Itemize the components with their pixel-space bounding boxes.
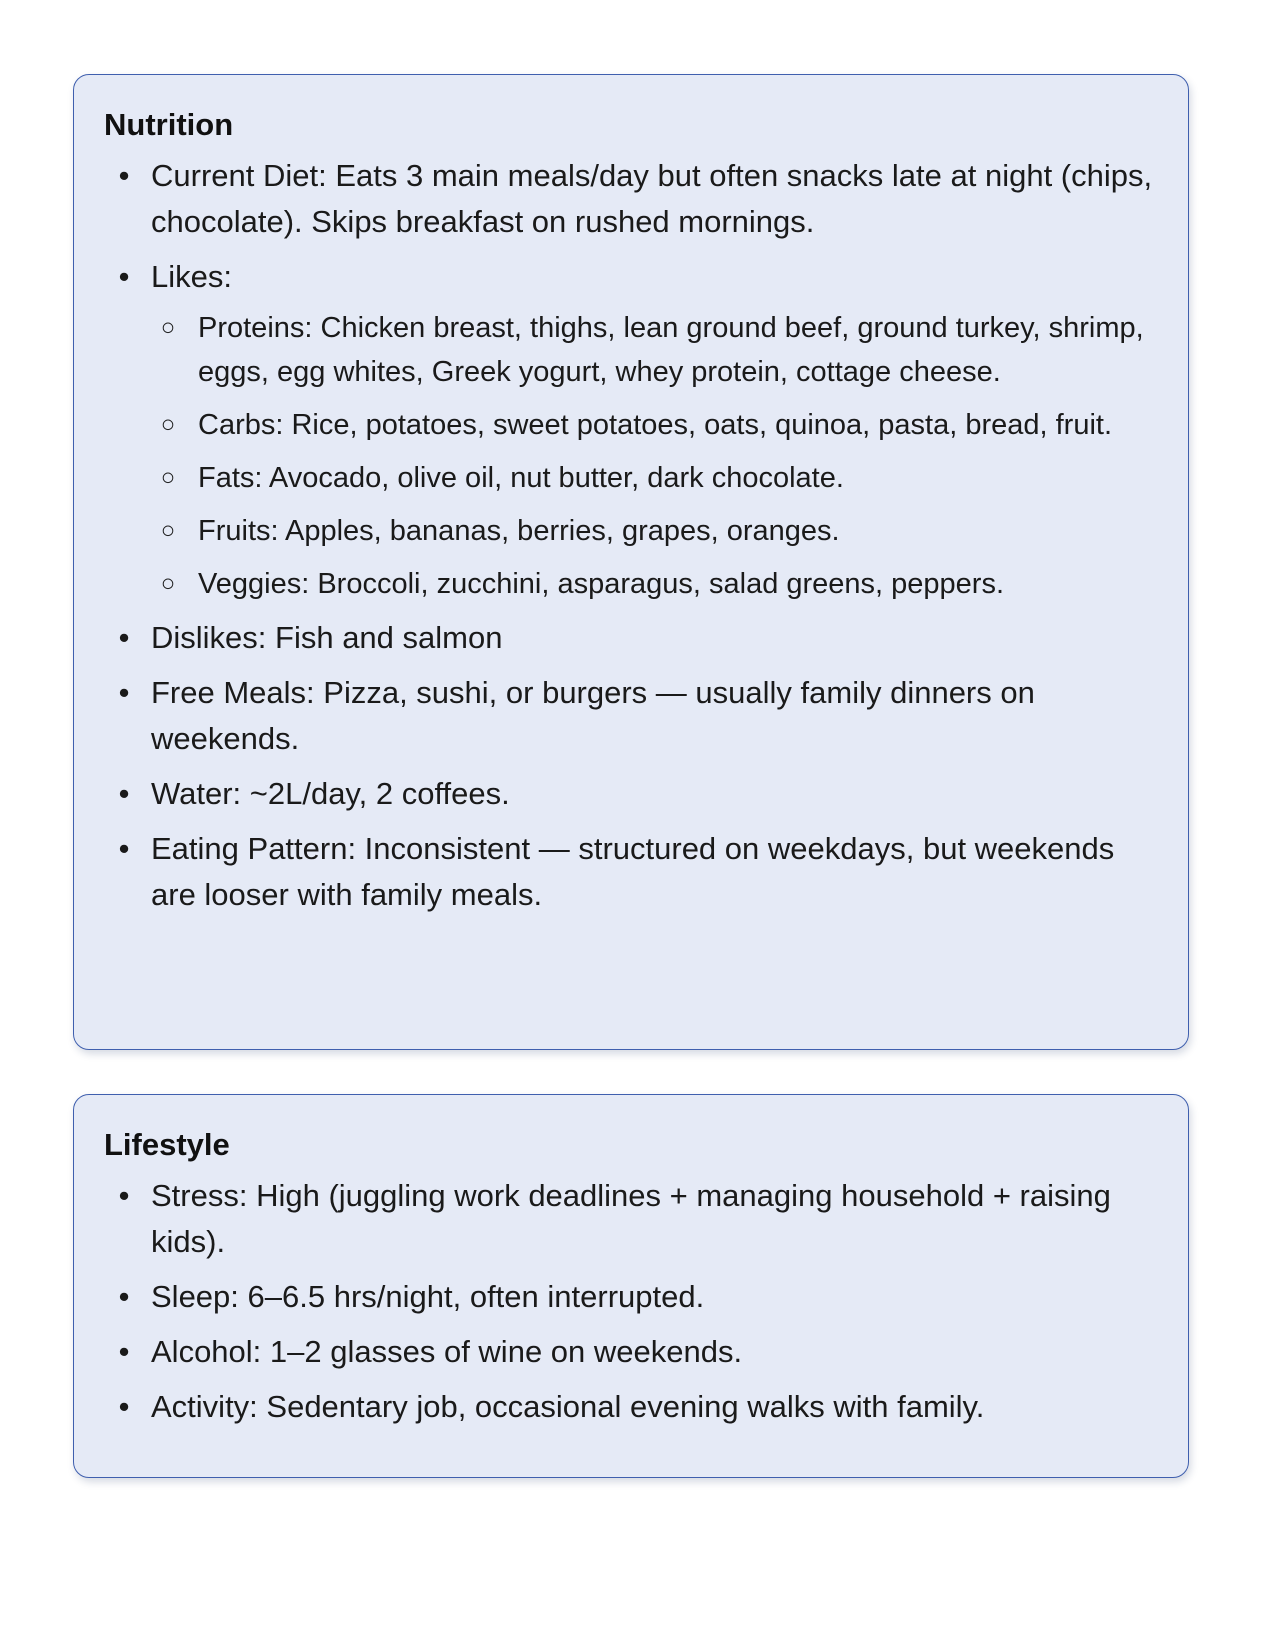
hollow-bullet-icon: ○	[160, 464, 176, 491]
sub-list-item-text: Fruits: Apples, bananas, berries, grapes, oranges.	[198, 515, 840, 547]
list-item	[104, 615, 1158, 661]
sub-list-item	[151, 306, 1158, 394]
hollow-bullet-icon: ○	[160, 411, 176, 438]
list-item-text: Likes:	[151, 259, 232, 294]
bullet-icon: •	[118, 1389, 130, 1424]
lifestyle-title: Lifestyle	[104, 1127, 230, 1162]
bullet-icon: •	[118, 1334, 130, 1369]
nutrition-title: Nutrition	[104, 107, 234, 142]
lifestyle-card	[73, 1094, 1189, 1478]
list-item	[104, 771, 1158, 817]
sub-list-item	[151, 562, 1158, 606]
list-item	[104, 1173, 1158, 1265]
sub-list-item	[151, 403, 1158, 447]
hollow-bullet-icon: ○	[160, 570, 176, 597]
bullet-icon: •	[118, 259, 130, 294]
hollow-bullet-icon: ○	[160, 314, 176, 341]
list-item-text: Current Diet: Eats 3 main meals/day but often snacks late at night (chips, chocolate). Skips breakfast on rushed mornings.	[151, 158, 1153, 239]
bullet-icon: •	[118, 620, 130, 655]
sub-list-item-text: Fats: Avocado, olive oil, nut butter, dark chocolate.	[198, 462, 844, 494]
bullet-icon: •	[118, 675, 130, 710]
list-item	[104, 1384, 1158, 1430]
list-item-text: Free Meals: Pizza, sushi, or burgers — usually family dinners on weekends.	[151, 675, 1035, 756]
list-item-text: Sleep: 6–6.5 hrs/night, often interrupted.	[151, 1279, 705, 1314]
list-item	[104, 670, 1158, 762]
sub-list-item-text: Veggies: Broccoli, zucchini, asparagus, salad greens, peppers.	[198, 568, 1005, 600]
list-item	[104, 1274, 1158, 1320]
sub-list-item	[151, 509, 1158, 553]
list-item-text: Activity: Sedentary job, occasional evening walks with family.	[151, 1389, 985, 1424]
list-item	[104, 254, 1158, 606]
sub-list-item-text: Carbs: Rice, potatoes, sweet potatoes, oats, quinoa, pasta, bread, fruit.	[198, 409, 1113, 441]
list-item	[104, 826, 1158, 918]
bullet-icon: •	[118, 1178, 130, 1213]
nutrition-list	[104, 153, 1158, 918]
sub-list-item	[151, 456, 1158, 500]
bullet-icon: •	[118, 1279, 130, 1314]
sub-list-item-text: Proteins: Chicken breast, thighs, lean ground beef, ground turkey, shrimp, eggs, egg whites, Greek yogurt, whey protein, cottage cheese.	[198, 312, 1144, 388]
bullet-icon: •	[118, 831, 130, 866]
hollow-bullet-icon: ○	[160, 517, 176, 544]
list-item-text: Dislikes: Fish and salmon	[151, 620, 503, 655]
likes-sublist	[151, 306, 1158, 606]
list-item	[104, 153, 1158, 245]
list-item-text: Water: ~2L/day, 2 coffees.	[151, 776, 510, 811]
lifestyle-list	[104, 1173, 1158, 1430]
list-item-text: Eating Pattern: Inconsistent — structured on weekdays, but weekends are looser with family meals.	[151, 831, 1115, 912]
bullet-icon: •	[118, 158, 130, 193]
list-item-text: Alcohol: 1–2 glasses of wine on weekends.	[151, 1334, 743, 1369]
list-item-text: Stress: High (juggling work deadlines + managing household + raising kids).	[151, 1178, 1111, 1259]
nutrition-card	[73, 74, 1189, 1050]
bullet-icon: •	[118, 776, 130, 811]
list-item	[104, 1329, 1158, 1375]
